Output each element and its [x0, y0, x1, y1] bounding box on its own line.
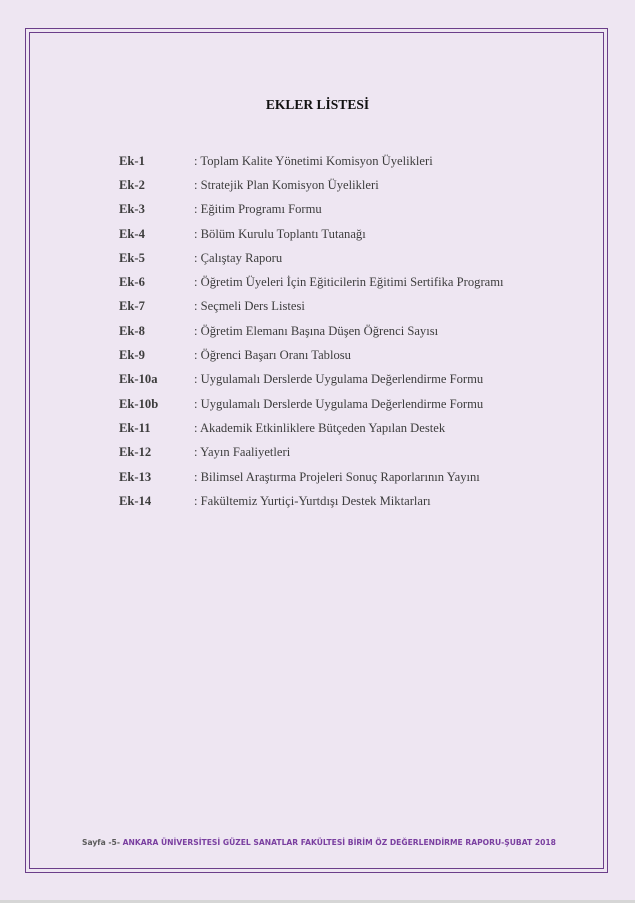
appendix-row: [119, 465, 589, 489]
appendix-row: [119, 270, 589, 294]
appendix-title: : Fakültemiz Yurtiçi-Yurtdışı Destek Miktarları: [194, 493, 431, 508]
appendix-row: [119, 489, 589, 513]
appendix-title: : Eğitim Programı Formu: [194, 202, 322, 217]
appendix-row: [119, 343, 589, 367]
appendix-code: Ek-3: [119, 202, 145, 217]
appendix-code: Ek-14: [119, 493, 152, 508]
appendix-title: : Toplam Kalite Yönetimi Komisyon Üyelikleri: [194, 153, 433, 168]
appendix-row: [119, 198, 589, 222]
appendix-code: Ek-10a: [119, 372, 158, 387]
appendix-row: [119, 246, 589, 270]
appendix-code: Ek-12: [119, 445, 152, 460]
appendix-title: : Öğrenci Başarı Oranı Tablosu: [194, 348, 351, 363]
appendix-code: Ek-7: [119, 299, 145, 314]
appendix-code: Ek-13: [119, 469, 152, 484]
appendix-title: : Öğretim Elemanı Başına Düşen Öğrenci Sayısı: [194, 323, 439, 338]
appendix-row: [119, 368, 589, 392]
page-title: EKLER LİSTESİ: [265, 97, 370, 112]
appendix-title: : Bilimsel Araştırma Projeleri Sonuç Raporlarının Yayını: [194, 469, 480, 484]
appendix-row: [119, 392, 589, 416]
appendix-title: : Öğretim Üyeleri İçin Eğiticilerin Eğitimi Sertifika Programı: [194, 275, 504, 290]
appendix-title: : Bölüm Kurulu Toplantı Tutanağı: [194, 226, 366, 241]
appendix-code: Ek-10b: [119, 396, 159, 411]
appendix-title: : Akademik Etkinliklere Bütçeden Yapılan Destek: [194, 420, 446, 435]
appendix-row: [119, 441, 589, 465]
appendix-row: [119, 222, 589, 246]
appendix-code: Ek-4: [119, 226, 145, 241]
appendix-title: : Çalıştay Raporu: [194, 250, 283, 265]
appendix-title: : Stratejik Plan Komisyon Üyelikleri: [194, 177, 379, 192]
footer-page-number: Sayfa -5-: [82, 838, 120, 847]
appendix-title: : Yayın Faaliyetleri: [194, 445, 291, 460]
appendix-row: [119, 173, 589, 197]
appendix-code: Ek-2: [119, 177, 145, 192]
appendix-list: [119, 149, 589, 513]
footer-report-title: ANKARA ÜNİVERSİTESİ GÜZEL SANATLAR FAKÜLTESİ BİRİM ÖZ DEĞERLENDİRME RAPORU-ŞUBAT 2018: [119, 838, 556, 847]
page-footer: [82, 838, 556, 847]
appendix-code: Ek-1: [119, 153, 145, 168]
appendix-code: Ek-8: [119, 323, 145, 338]
appendix-title: : Uygulamalı Derslerde Uygulama Değerlendirme Formu: [194, 396, 484, 411]
appendix-code: Ek-5: [119, 250, 145, 265]
appendix-title: : Seçmeli Ders Listesi: [194, 299, 305, 314]
appendix-row: [119, 416, 589, 440]
appendix-row: [119, 319, 589, 343]
appendix-row: [119, 295, 589, 319]
appendix-row: [119, 149, 589, 173]
appendix-code: Ek-6: [119, 275, 145, 290]
appendix-code: Ek-11: [119, 420, 151, 435]
appendix-title: : Uygulamalı Derslerde Uygulama Değerlendirme Formu: [194, 372, 484, 387]
appendix-code: Ek-9: [119, 348, 145, 363]
